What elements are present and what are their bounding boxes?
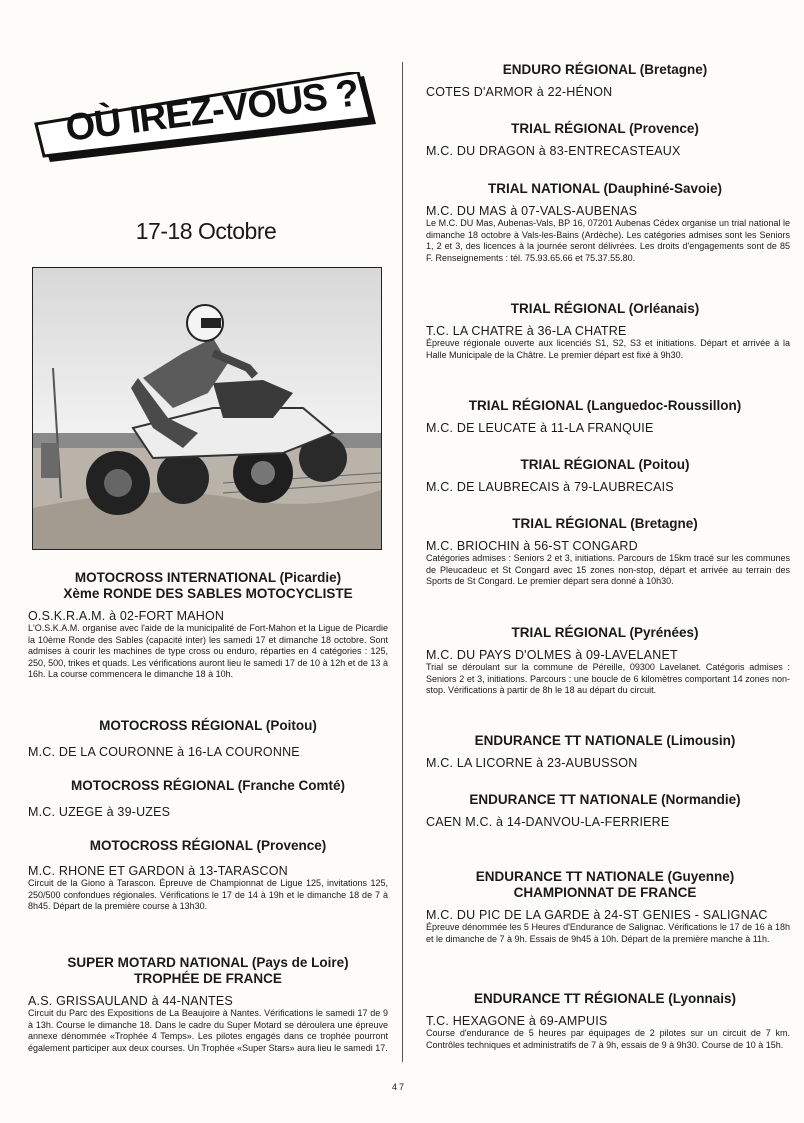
event-trial-orleanais bbox=[420, 301, 790, 361]
event-description: Trial se déroulant sur la commune de Péreille, 09300 Lavelanet. Catégoris admises : Seniors 2 et 3, initiations. Parcours : une boucle de 6 kilomètres comportant 14 zones non-stop. Vérifications à partir de 8h le 18 au départ du circuit. bbox=[426, 662, 790, 696]
event-club: M.C. DE LEUCATE à 11-LA FRANQUIE bbox=[426, 421, 654, 435]
event-endurance-normandie bbox=[420, 792, 790, 829]
event-title: TRIAL RÉGIONAL (Bretagne) bbox=[512, 516, 698, 531]
event-subtitle: CHAMPIONNAT DE FRANCE bbox=[513, 885, 697, 900]
event-description: Circuit du Parc des Expositions de La Beaujoire à Nantes. Vérifications le samedi 17 de 9 à 13h. Course le dimanche 18. Dans le cadre du Super Motard se déroulera une épreuve annexe dénommée «Trophée 4 Temps». Les pilotes engagés dans ce trophée pourront également participer aux deux courses. Un Trophée «Super Stars» aura lieu le samedi 17. bbox=[28, 1008, 388, 1053]
page-title: OÙ IREZ-VOUS ? bbox=[63, 72, 361, 150]
event-trial-pyrenees bbox=[420, 625, 790, 697]
event-endurance-guyenne bbox=[420, 869, 790, 945]
event-description: Épreuve dénommée les 5 Heures d'Endurance de Salignac. Vérifications le 17 de 16 à 18h et le dimanche de 7 à 9h. Essais de 9h45 à 10h. Départ de la première manche à 11h. bbox=[426, 922, 790, 944]
event-club: M.C. UZEGE à 39-UZES bbox=[28, 805, 171, 819]
event-title: ENDURANCE TT NATIONALE (Guyenne) bbox=[475, 869, 735, 884]
event-title: TRIAL RÉGIONAL (Languedoc-Roussillon) bbox=[468, 398, 742, 413]
event-club: T.C. LA CHATRE à 36-LA CHATRE bbox=[426, 324, 627, 338]
event-club: O.S.K.R.A.M. à 02-FORT MAHON bbox=[28, 609, 225, 623]
event-description: Le M.C. DU Mas, Aubenas-Vals, BP 16, 07201 Aubenas Cédex organise un trial national le dimanche 18 octobre à Vals-les-Bains (Ardèche). Les catégories admises sont les Seniors 1, 2 et 3, des licences à la journée seront délivrées. Les droits d'engagements sont de 85 F. Renseignements : tél. 75.93.65.66 et 75.37.55.80. bbox=[426, 218, 790, 263]
event-title: MOTOCROSS RÉGIONAL (Provence) bbox=[89, 838, 327, 853]
event-description: Épreuve régionale ouverte aux licenciés S1, S2, S3 et initiations. Départ et arrivée à la Halle Municipale de la Châtre. Le premier départ est fixé à 9h30. bbox=[426, 338, 790, 360]
event-motocross-poitou bbox=[28, 718, 388, 759]
event-title: ENDURANCE TT NATIONALE (Limousin) bbox=[474, 733, 736, 748]
event-club: M.C. DU PIC DE LA GARDE à 24-ST GENIES - SALIGNAC bbox=[426, 908, 768, 922]
event-motocross-provence bbox=[28, 838, 388, 913]
event-description: Circuit de la Giono à Tarascon. Épreuve de Championnat de Ligue 125, invitations 125, 250/500 confondues régionales. Vérifications le 17 de 14 à 19h et le dimanche 18 de 7 à 8h45. Départ de la première course à 13h30. bbox=[28, 878, 388, 912]
event-club: M.C. LA LICORNE à 23-AUBUSSON bbox=[426, 756, 638, 770]
event-title: ENDURO RÉGIONAL (Bretagne) bbox=[502, 62, 708, 77]
event-title: ENDURANCE TT NATIONALE (Normandie) bbox=[469, 792, 741, 807]
event-motocross-international bbox=[28, 570, 388, 681]
event-club: M.C. DU PAYS D'OLMES à 09-LAVELANET bbox=[426, 648, 678, 662]
event-title: TRIAL RÉGIONAL (Pyrénées) bbox=[511, 625, 699, 640]
column-divider bbox=[402, 62, 403, 1062]
event-club: CAEN M.C. à 14-DANVOU-LA-FERRIERE bbox=[426, 815, 670, 829]
event-club: A.S. GRISSAULAND à 44-NANTES bbox=[28, 994, 233, 1008]
event-description: Course d'endurance de 5 heures par équipages de 2 pilotes sur un circuit de 7 km. Contrôles techniques et administratifs de 7 à 9h, essais de 9 à 9h30. Course de 10 à 15h. bbox=[426, 1028, 790, 1050]
event-club: M.C. DU DRAGON à 83-ENTRECASTEAUX bbox=[426, 144, 681, 158]
event-super-motard bbox=[28, 955, 388, 1054]
event-trial-provence bbox=[420, 121, 790, 158]
event-title: TRIAL RÉGIONAL (Provence) bbox=[511, 121, 699, 136]
title-banner bbox=[34, 72, 374, 164]
event-motocross-franche-comte bbox=[28, 778, 388, 819]
event-club: COTES D'ARMOR à 22-HÉNON bbox=[426, 85, 613, 99]
event-club: M.C. RHONE ET GARDON à 13-TARASCON bbox=[28, 864, 288, 878]
event-title: TRIAL NATIONAL (Dauphiné-Savoie) bbox=[487, 181, 723, 196]
event-title: MOTOCROSS INTERNATIONAL (Picardie) bbox=[74, 570, 342, 585]
event-subtitle: TROPHÉE DE FRANCE bbox=[134, 971, 282, 986]
event-enduro-bretagne bbox=[420, 62, 790, 99]
event-trial-poitou bbox=[420, 457, 790, 494]
event-title: MOTOCROSS RÉGIONAL (Franche Comté) bbox=[70, 778, 346, 793]
event-subtitle: Xème RONDE DES SABLES MOTOCYCLISTE bbox=[63, 586, 353, 601]
event-date: 17-18 Octobre bbox=[135, 218, 277, 244]
event-trial-languedoc bbox=[420, 398, 790, 435]
event-title: TRIAL RÉGIONAL (Poitou) bbox=[520, 457, 690, 472]
event-endurance-lyonnais bbox=[420, 991, 790, 1051]
event-title: TRIAL RÉGIONAL (Orléanais) bbox=[510, 301, 700, 316]
page-number: 47 bbox=[392, 1082, 407, 1092]
event-trial-dauphine bbox=[420, 181, 790, 264]
event-endurance-limousin bbox=[420, 733, 790, 770]
event-title: ENDURANCE TT RÉGIONALE (Lyonnais) bbox=[473, 991, 737, 1006]
event-title: MOTOCROSS RÉGIONAL (Poitou) bbox=[99, 718, 317, 733]
event-title: SUPER MOTARD NATIONAL (Pays de Loire) bbox=[67, 955, 349, 970]
event-description: Catégories admises : Seniors 2 et 3, initiations. Parcours de 15km tracé sur les communes de Pleucadeuc et St Congard avec 15 zones non-stop, départ et arrivée au terrain des Sports de St Congard. Le premier départ sera donné à 10h30. bbox=[426, 553, 790, 587]
event-description: L'O.S.K.A.M. organise avec l'aide de la municipalité de Fort-Mahon et la Ligue de Picardie la 10ème Ronde des Sables (capacité inter) les samedi 17 et dimanche 18 octobre. Sont admises à courir les machines de type cross ou enduro, réparties en 4 catégories : 125, 250, 500, trikes et quads. Les vérifications auront lieu le samedi 17 de 10 à 12h et de 13 à 16h. La course commencera le dimanche 18 à 10h. bbox=[28, 623, 388, 680]
event-club: M.C. DE LA COURONNE à 16-LA COURONNE bbox=[28, 745, 300, 759]
event-trial-bretagne bbox=[420, 516, 790, 588]
event-club: M.C. DU MAS à 07-VALS-AUBENAS bbox=[426, 204, 638, 218]
quad-rider-photo bbox=[32, 267, 382, 550]
event-club: M.C. BRIOCHIN à 56-ST CONGARD bbox=[426, 539, 638, 553]
event-club: M.C. DE LAUBRECAIS à 79-LAUBRECAIS bbox=[426, 480, 674, 494]
event-club: T.C. HEXAGONE à 69-AMPUIS bbox=[426, 1014, 608, 1028]
